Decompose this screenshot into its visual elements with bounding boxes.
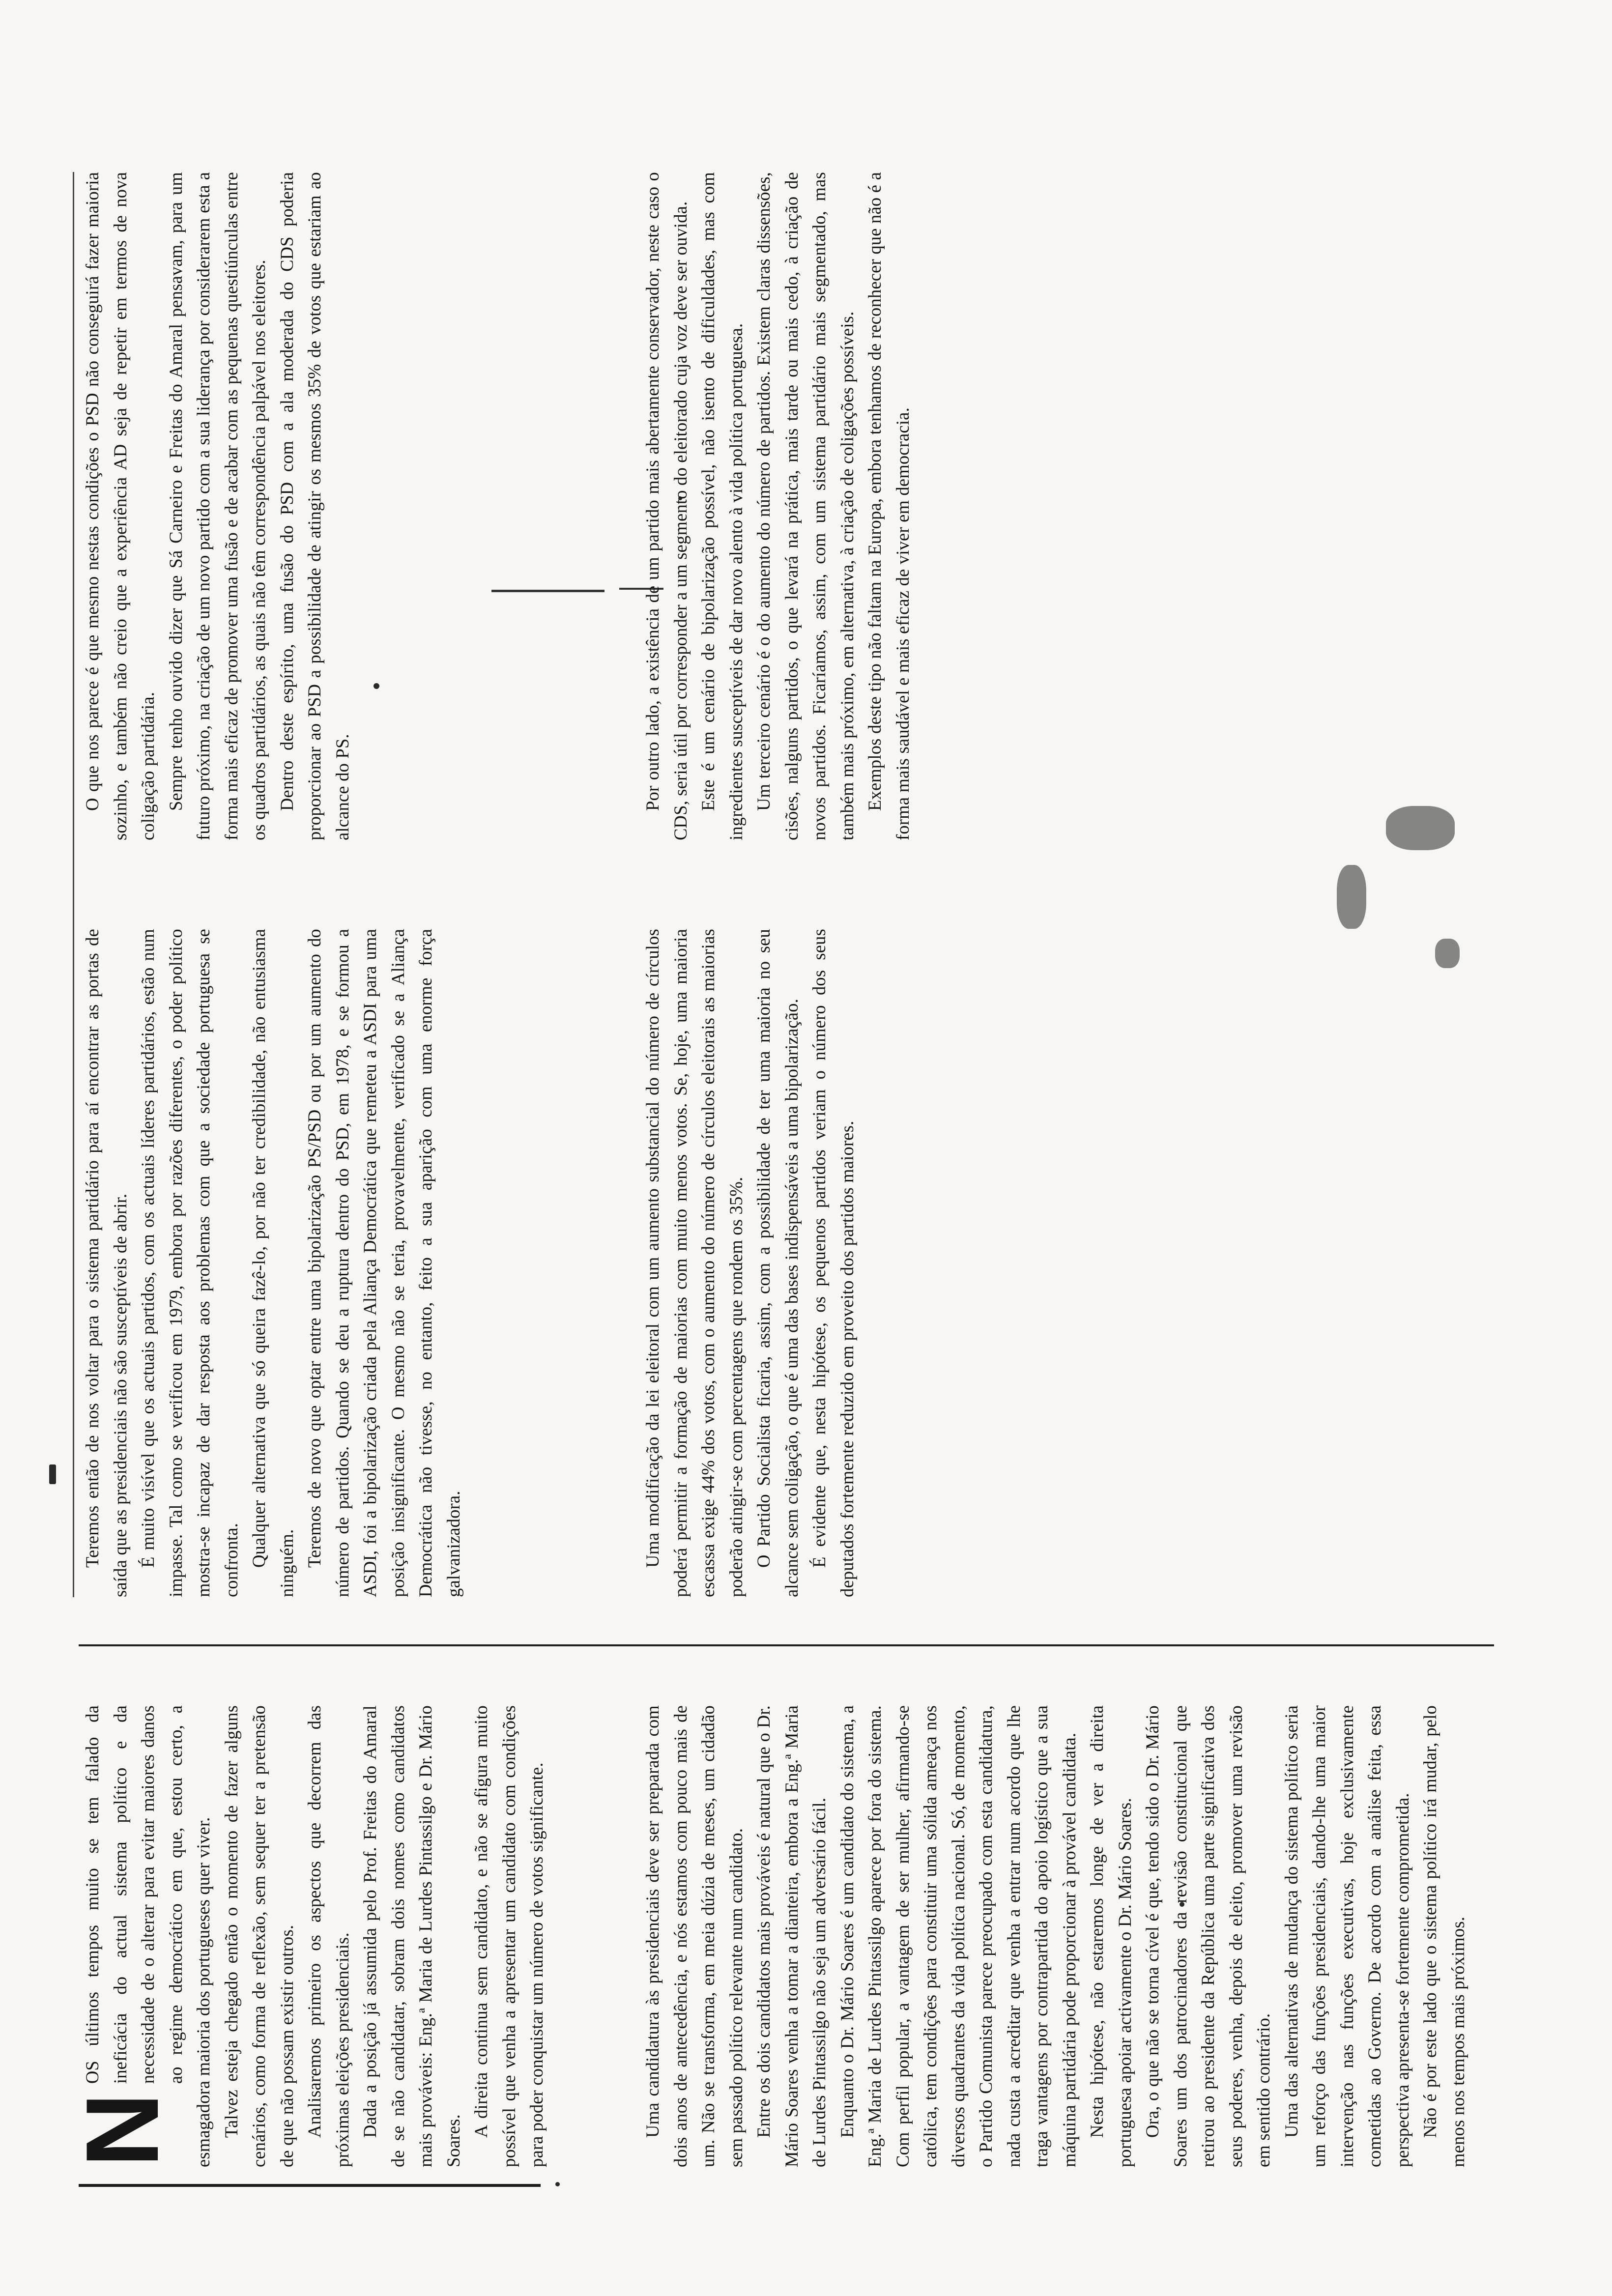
- photocopy-smudge: [1337, 865, 1366, 929]
- paragraph: Não é por este lado que o sistema político irá mudar, pelo menos nos tempos mais próximos.: [1420, 1705, 1468, 2167]
- paragraph: Por outro lado, a existência de um partido mais abertamente conservador, neste caso o CDS, seria útil por corresponder a um segmento do eleitorado cuja voz deve ser ouvida.: [642, 172, 691, 840]
- article-column-4: [639, 929, 1612, 1597]
- paragraph: O que nos parece é que mesmo nestas condições o PSD não conseguirá fazer maioria sozinho, e também não creio que a experiência AD seja de repetir em termos de nova coligação partidária.: [82, 172, 158, 840]
- paragraph: Uma das alternativas de mudança do sistema político seria um reforço das funções presidenciais, dando-lhe uma maior intervenção nas funções executivas, hoje exclusivamente cometidas ao Governo. De acordo com a análise feita, essa perspectiva apresenta-se fortemente comprometida.: [1281, 1705, 1412, 2167]
- paragraph: Uma candidatura às presidenciais deve ser preparada com dois anos de antecedência, e nós estamos com pouco mais de um. Não se transforma, em meia dúzia de meses, um cidadão sem passado político relevante num candidato.: [642, 1705, 746, 2167]
- article-column-6: [639, 172, 1612, 840]
- paragraph: Enquanto o Dr. Mário Soares é um candidato do sistema, a Eng.ª Maria de Lurdes Pintassilgo aparece por fora do sistema. Com perfil popular, a vantagem de ser mulher, afirmando-se católica, tem condições para constituir uma sólida ameaça nos diversos quadrantes da vida política nacional. Só, de momento, o Partido Comunista parece preocupado com esta candidatura, nada custa a acreditar que venha a entrar num acordo que lhe traga vantagens por contrapartida do apoio logístico que a sua máquina partidária pode proporcionar à provável candidata.: [836, 1705, 1079, 2167]
- column-divider: [79, 1644, 1494, 1646]
- scan-speck: [49, 1464, 56, 1484]
- paragraph: Talvez esteja chegado então o momento de fazer alguns cenários, como forma de reflexão, sem sequer ter a pretensão de que não possam existir outros.: [221, 1705, 297, 2167]
- paragraph: Ora, o que não se torna cível é que, tendo sido o Dr. Mário Soares um dos patrocinadores da revisão constitucional que retirou ao presidente da República uma parte significativa dos seus poderes, venha, depois de eleito, promover uma revisão em sentido contrário.: [1142, 1705, 1273, 2167]
- paragraph: Dentro deste espírito, uma fusão do PSD com a ala moderada do CDS poderia proporcionar ao PSD a possibilidade de atingir os mesmos 35% de votos que estariam ao alcance do PS.: [276, 172, 352, 840]
- paragraph: O Partido Socialista ficaria, assim, com a possibilidade de ter uma maioria no seu alcance sem coligação, o que é uma das bases indispensáveis a uma bipolarização.: [753, 929, 802, 1597]
- rotated-newspaper-page: [64, 162, 1494, 2187]
- drop-cap: N: [64, 2093, 180, 2167]
- paragraph: Dada a posição já assumida pelo Prof. Freitas do Amaral de se não candidatar, sobram dois nomes como candidatos mais prováveis: Eng.ª Maria de Lurdes Pintassilgo e Dr. Mário Soares.: [360, 1705, 463, 2167]
- photocopy-smudge: [1435, 939, 1460, 968]
- paragraph: Este é um cenário de bipolarização possível, não isento de dificuldades, mas com ingredientes susceptíveis de dar novo alento à vida política portuguesa.: [698, 172, 746, 840]
- paragraph: Nesta hipótese, não estaremos longe de ver a direita portuguesa apoiar activamente o Dr. Mário Soares.: [1087, 1705, 1135, 2167]
- paragraph: Teremos de novo que optar entre uma bipolarização PS/PSD ou por um aumento do número de partidos. Quando se deu a ruptura dentro do PSD, em 1978, e se formou a ASDI, foi a bipolarização criada pela Aliança Democrática que remeteu a ASDI para uma posição insignificante. O mesmo não se teria, provavelmente, verificado se a Aliança Democrática não tivesse, no entanto, feito a sua aparição com uma enorme força galvanizadora.: [304, 929, 463, 1597]
- article-column-1: [64, 1705, 547, 2167]
- paragraph: Qualquer alternativa que só queira fazê-lo, por não ter credibilidade, não entusiasma ninguém.: [249, 929, 297, 1597]
- paragraph: É muito visível que os actuais partidos, com os actuais líderes partidários, estão num impasse. Tal como se verificou em 1979, embora por razões diferentes, o poder político mostra-se incapaz de dar resposta aos problemas com que a sociedade portuguesa se confronta.: [138, 929, 241, 1597]
- left-column-rule: [79, 2184, 541, 2187]
- paragraph: Sempre tenho ouvido dizer que Sá Carneiro e Freitas do Amaral pensavam, para um futuro próximo, na criação de um novo partido com a sua liderança por considerarem esta a forma mais eficaz de promover uma fusão e de acabar com as pequenas questiúnculas entre os quadros partidários, as quais não têm correspondência palpável nos eleitores.: [165, 172, 269, 840]
- article-column-2: [639, 1705, 1494, 2167]
- paragraph: Teremos então de nos voltar para o sistema partidário para aí encontrar as portas de saída que as presidenciais não são susceptíveis de abrir.: [82, 929, 130, 1597]
- paragraph: A direita continua sem candidato, e não se afigura muito possível que venha a apresentar um candidato com condições para poder conquistar um número de votos significante.: [471, 1705, 547, 2167]
- paragraph: Entre os dois candidatos mais prováveis é natural que o Dr. Mário Soares venha a tomar a dianteira, embora a Eng.ª Maria de Lurdes Pintassilgo não seja um adversário fácil.: [753, 1705, 829, 2167]
- paragraph: Uma modificação da lei eleitoral com um aumento substancial do número de círculos poderá permitir a formação de maiorias com muito menos votos. Se, hoje, uma maioria escassa exige 44% dos votos, com o aumento do número de círculos eleitorais as maiorias poderão atingir-se com percentagens que rondem os 35%.: [642, 929, 746, 1597]
- paragraph: Um terceiro cenário é o do aumento do número de partidos. Existem claras dissensões, cisões, nalguns partidos, o que levará na prática, mais tarde ou mais cedo, à criação de novos partidos. Ficaríamos, assim, com um sistema partidário mais segmentado, mas também mais próximo, em alternativa, à criação de coligações possíveis.: [753, 172, 857, 840]
- paragraph: É evidente que, nesta hipótese, os pequenos partidos veriam o número dos seus deputados fortemente reduzido em proveito dos partidos maiores.: [809, 929, 857, 1597]
- photocopy-smudge: [1386, 806, 1455, 850]
- paragraph: Analisaremos primeiro os aspectos que decorrem das próximas eleições presidenciais.: [304, 1705, 352, 2167]
- paragraph: OS últimos tempos muito se tem falado da ineficácia do actual sistema político e da necessidade de o alterar para evitar maiores danos ao regime democrático em que, estou certo, a esmagadora maioria dos portugueses quer viver.: [82, 1705, 213, 2167]
- column-top-rule: [73, 172, 74, 1597]
- paragraph: Exemplos deste tipo não faltam na Europa, embora tenhamos de reconhecer que não é a forma mais saudável e mais eficaz de viver em democracia.: [864, 172, 913, 840]
